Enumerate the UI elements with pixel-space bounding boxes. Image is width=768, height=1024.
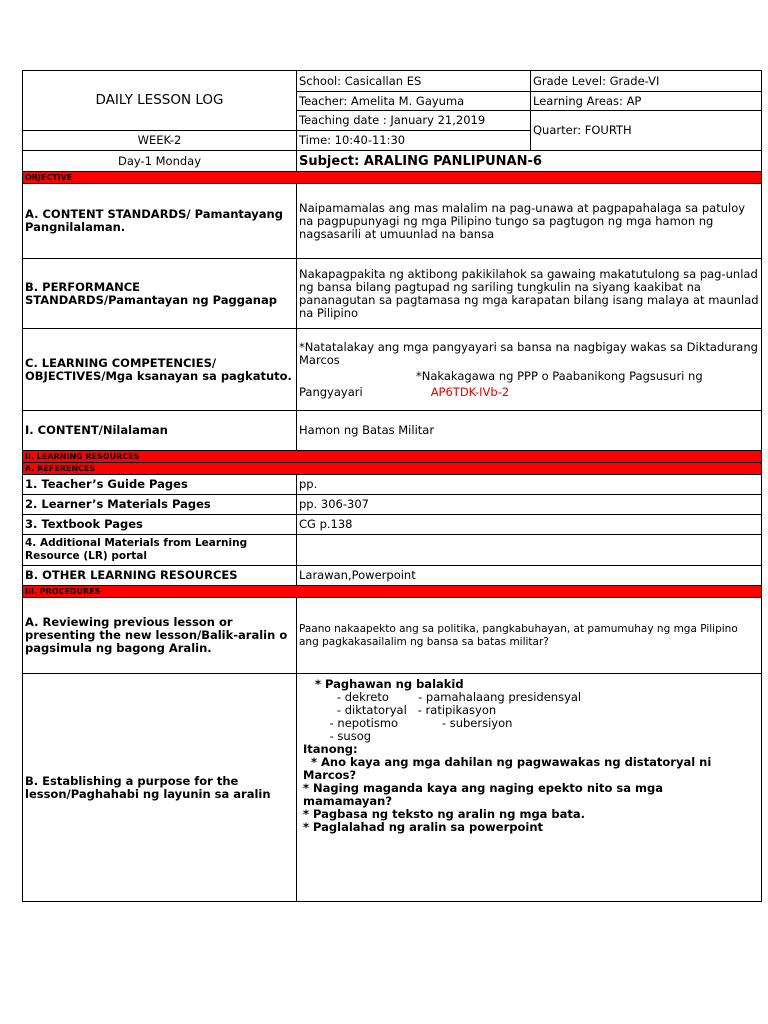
other-resources-label: B. OTHER LEARNING RESOURCES (23, 566, 297, 586)
reviewing-value: Paano nakaapekto ang sa politika, pangkabuhayan, at pamumuhay ng mga Pilipino ang pagkakasailalim ng bansa sa batas militar? (297, 598, 762, 674)
establishing-line-11: * Pagbasa ng teksto ng aralin ng mga bata. (303, 807, 586, 821)
daily-lesson-log (22, 70, 761, 902)
competency-line-2: *Nakakagawa ng PPP o Paabanikong Pagsusuri ng (416, 368, 703, 383)
grade-level-field: Grade Level: Grade-VI (531, 71, 762, 92)
establishing-line-12: * Paglalahad ng aralin sa powerpoint (303, 820, 544, 834)
lesson-log-table (22, 70, 762, 902)
competencies-label: C. LEARNING COMPETENCIES/ OBJECTIVES/Mga ksanayan sa pagkatuto. (23, 329, 297, 411)
content-value: Hamon ng Batas Militar (297, 411, 762, 451)
section-learning-resources: II. LEARNING RESOURCES (23, 451, 762, 463)
learners-materials-label: 2. Learner’s Materials Pages (23, 495, 297, 515)
log-title: DAILY LESSON LOG (23, 71, 297, 131)
additional-materials-label: 4. Additional Materials from Learning Resource (LR) portal (23, 535, 297, 566)
establishing-line-3: - diktatoryal - ratipikasyon (315, 703, 497, 717)
competency-line-3-text: Pangyayari (299, 384, 363, 399)
subject-field: Subject: ARALING PANLIPUNAN-6 (297, 151, 762, 172)
school-field: School: Casicallan ES (297, 71, 531, 92)
content-label: I. CONTENT/Nilalaman (23, 411, 297, 451)
establishing-line-8: Marcos? (303, 768, 357, 782)
establishing-line-7: * Ano kaya ang mga dahilan ng pagwawakas ng distatoryal ni (303, 755, 712, 769)
section-references: A. REFERENCES (23, 463, 762, 475)
content-standards-label: A. CONTENT STANDARDS/ Pamantayang Pangnilalaman. (23, 184, 297, 259)
content-standards-value: Naipamamalas ang mas malalim na pag-unawa at pagpapahalaga sa patuloy na pagpupunyagi ng mga Pilipino tungo sa pagtugon ng mga hamon ng nagsasarili at umuunlad na bansa (297, 184, 762, 259)
competencies-value (297, 329, 762, 411)
establishing-line-1: * Paghawan ng balakid (315, 677, 464, 691)
establishing-value (297, 674, 762, 902)
competency-line-1: *Natatalakay ang mga pangyayari sa bansa na nagbigay wakas sa Diktadurang Marcos (299, 339, 758, 367)
week-field: WEEK-2 (23, 131, 297, 151)
establishing-line-2: - dekreto - pamahalaang presidensyal (315, 690, 582, 704)
textbook-label: 3. Textbook Pages (23, 515, 297, 535)
teaching-date-field: Teaching date : January 21,2019 (297, 111, 531, 131)
establishing-line-10: mamamayan? (303, 794, 392, 808)
establishing-line-4: - nepotismo - subersiyon (315, 716, 513, 730)
establishing-label: B. Establishing a purpose for the lesson/Paghahabi ng layunin sa aralin (23, 674, 297, 902)
competency-line-3 (299, 386, 759, 399)
textbook-value: CG p.138 (297, 515, 762, 535)
time-field: Time: 10:40-11:30 (297, 131, 531, 151)
other-resources-value: Larawan,Powerpoint (297, 566, 762, 586)
establishing-line-9: * Naging maganda kaya ang naging epekto nito sa mga (303, 781, 663, 795)
establishing-line-6: Itanong: (303, 742, 358, 756)
reviewing-label: A. Reviewing previous lesson or presenting the new lesson/Balik-aralin o pagsimula ng bagong Aralin. (23, 598, 297, 674)
learners-materials-value: pp. 306-307 (297, 495, 762, 515)
competency-code: AP6TDK-IVb-2 (430, 384, 510, 399)
section-procedures: III. PROCEDURES (23, 586, 762, 598)
teachers-guide-label: 1. Teacher’s Guide Pages (23, 475, 297, 495)
teachers-guide-value: pp. (297, 475, 762, 495)
section-objective: OBJECTIVE (23, 172, 762, 184)
day-field: Day-1 Monday (23, 151, 297, 172)
performance-standards-value: Nakapagpakita ng aktibong pakikilahok sa gawaing makatutulong sa pag-unlad ng bansa bilang pagtupad ng sariling tungkulin na siyang kaakibat na pananagutan sa pagtamasa ng mga karapatan bilang isang malaya at maunlad na Pilipino (297, 259, 762, 329)
establishing-line-5: - susog (315, 729, 372, 743)
quarter-field: Quarter: FOURTH (531, 111, 762, 151)
learning-areas-field: Learning Areas: AP (531, 92, 762, 111)
performance-standards-label: B. PERFORMANCE STANDARDS/Pamantayan ng Pagganap (23, 259, 297, 329)
additional-materials-value (297, 535, 762, 566)
teacher-field: Teacher: Amelita M. Gayuma (297, 92, 531, 111)
